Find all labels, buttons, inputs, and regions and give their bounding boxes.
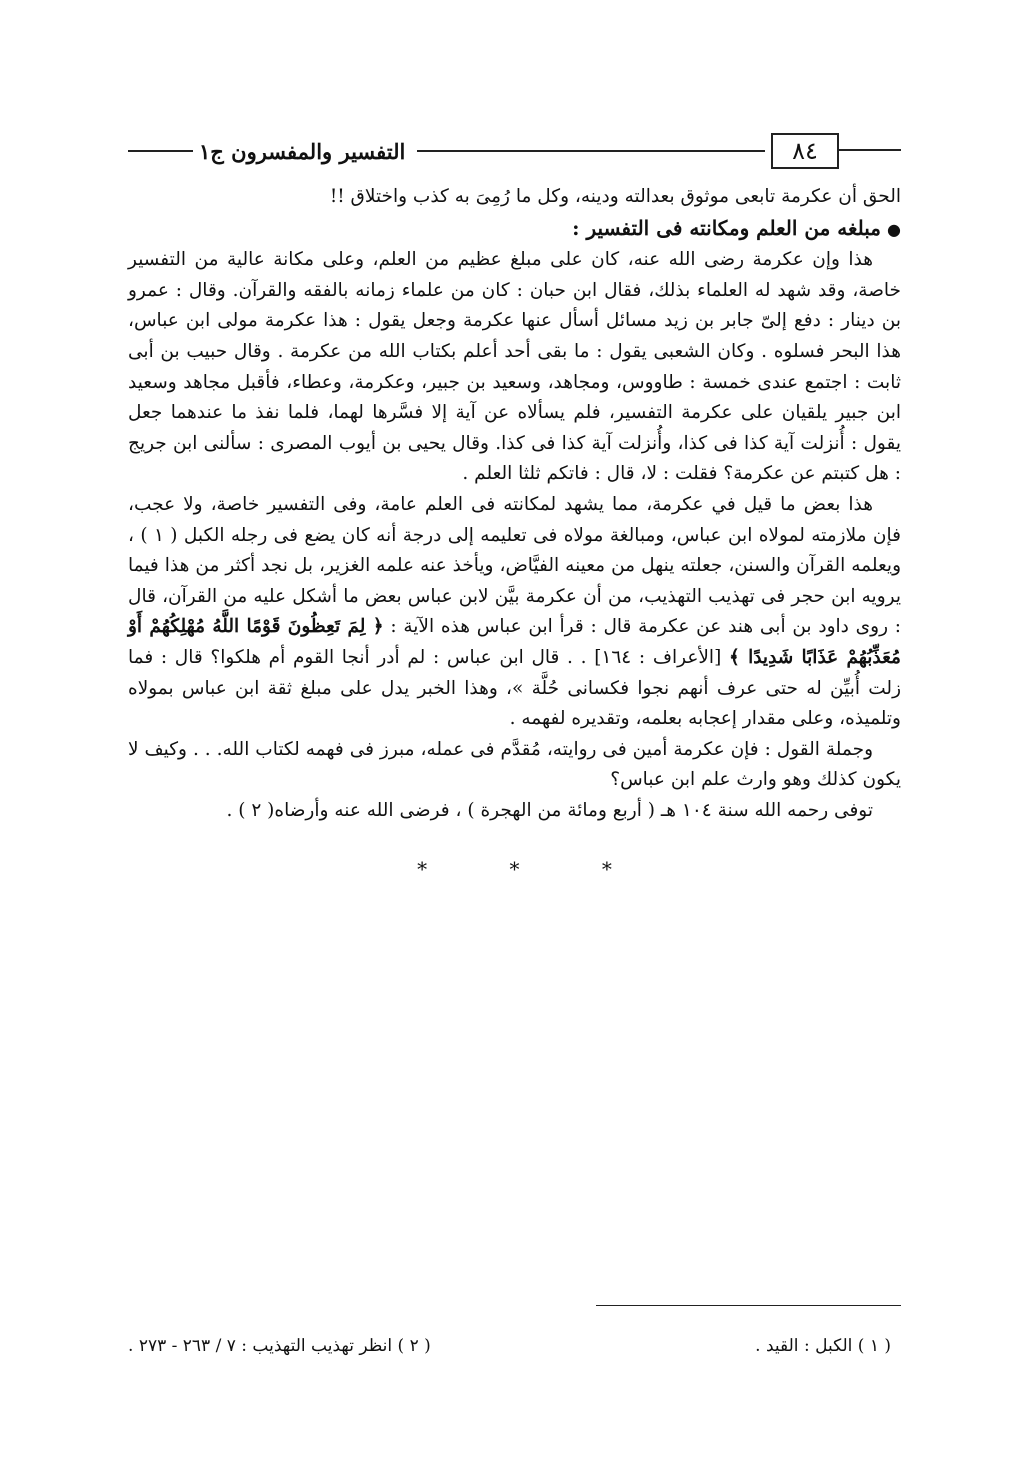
paragraph-2 bbox=[128, 490, 901, 735]
bullet-icon: ● bbox=[887, 219, 901, 239]
footnote-1: ( ١ ) الكبل : القيد . bbox=[755, 1336, 891, 1356]
footnote-separator bbox=[596, 1305, 901, 1306]
footnotes bbox=[128, 1333, 901, 1359]
section-heading bbox=[128, 213, 901, 246]
page-header bbox=[128, 128, 901, 174]
paragraph-4: توفى رحمه الله سنة ١٠٤ هـ ( أربع ومائة من الهجرة ) ، فرضى الله عنه وأرضاه( ٢ ) . bbox=[226, 799, 873, 821]
verse-reference: [الأعراف : ١٦٤] bbox=[594, 646, 722, 668]
page-body bbox=[128, 182, 901, 885]
header-rule-middle bbox=[417, 150, 765, 152]
book-page bbox=[128, 128, 901, 1378]
paragraph-2-continuation: . . قال ابن عباس : لم أدر أنجا القوم أم هلكوا؟ قال : فما زلت أُبيِّن له حتى عرف أنهم نجوا فكسانى حُلَّة »، وهذا الخبر يدل على مبلغ ثقة ابن عباس بمولاه وتلميذه، وعلى مقدار إعجابه بعلمه، وتقديره لفهمه . bbox=[128, 646, 901, 730]
paragraph-1: هذا وإن عكرمة رضى الله عنه، كان على مبلغ عظيم من العلم، وعلى مكانة عالية من التفسير خاصة، وقد شهد له العلماء بذلك، فقال ابن حبان : كان من علماء زمانه بالفقه والقرآن. وقال : عمرو بن دينار : دفع إلىّ جابر بن زيد مسائل أسأل عنها عكرمة وجعل يقول : هذا عكرمة مولى ابن عباس، هذا البحر فسلوه . وكان الشعبى يقول : ما بقى أحد أعلم بكتاب الله من عكرمة . وقال حبيب بن أبى ثابت : اجتمع عندى خمسة : طاووس، ومجاهد، وسعيد بن جبير، وعكرمة، وعطاء، فأقبل مجاهد وسعيد ابن جبير يلقيان على عكرمة التفسير، فلم يسألاه عن آية إلا فسَّرها لهما، فلما نفذ ما عندهما جعل يقول : أُنزلت آية كذا فى كذا، وأُنزلت آية كذا فى كذا. وقال يحيى بن أيوب المصرى : سألنى ابن جريج : هل كتبتم عن عكرمة؟ فقلت : لا، قال : فاتكم ثلثا العلم . bbox=[128, 249, 901, 485]
header-rule-left bbox=[128, 150, 193, 152]
section-divider-stars: * * * bbox=[417, 857, 650, 882]
running-title: التفسير والمفسرون ج١ bbox=[199, 138, 406, 164]
quran-verse: ﴿ لِمَ تَعِظُونَ قَوْمًا اللَّهُ مُهْلِكُهُمْ أَوْ مُعَذِّبُهُمْ عَذَابًا شَدِيدًا ﴾ bbox=[128, 616, 901, 668]
footnote-2: ( ٢ ) انظر تهذيب التهذيب : ٧ / ٢٦٣ - ٢٧٣ . bbox=[128, 1336, 431, 1356]
paragraph-2-text: هذا بعض ما قيل في عكرمة، مما يشهد لمكانته فى العلم عامة، وفى التفسير خاصة، ولا عجب، فإن ملازمته لمولاه ابن عباس، ومبالغة مولاه فى تعليمه إلى درجة أنه كان يضع فى رجله الكبل ( ١ ) ، ويعلمه القرآن والسنن، جعلته ينهل من معينه الفيَّاض، ويأخذ عنه علمه الغزير، بل نجد أكثر من هذا فيما يرويه ابن حجر فى تهذيب التهذيب، من أن عكرمة بيَّن لابن عباس بعض ما أشكل عليه من القرآن، قال : روى داود بن أبى هند عن عكرمة قال : قرأ ابن عباس هذه الآية : bbox=[128, 493, 901, 638]
section-heading-text: مبلغه من العلم ومكانته فى التفسير : bbox=[572, 215, 882, 240]
page-number: ٨٤ bbox=[771, 133, 839, 169]
intro-line: الحق أن عكرمة تابعى موثوق بعدالته ودينه، وكل ما رُمِىَ به كذب واختلاق !! bbox=[329, 186, 901, 207]
header-rule-right bbox=[839, 149, 901, 151]
paragraph-3: وجملة القول : فإن عكرمة أمين فى روايته، مُقدَّم فى عمله، مبرز فى فهمه لكتاب الله. . . وكيف لا يكون كذلك وهو وارث علم ابن عباس؟ bbox=[128, 738, 901, 791]
